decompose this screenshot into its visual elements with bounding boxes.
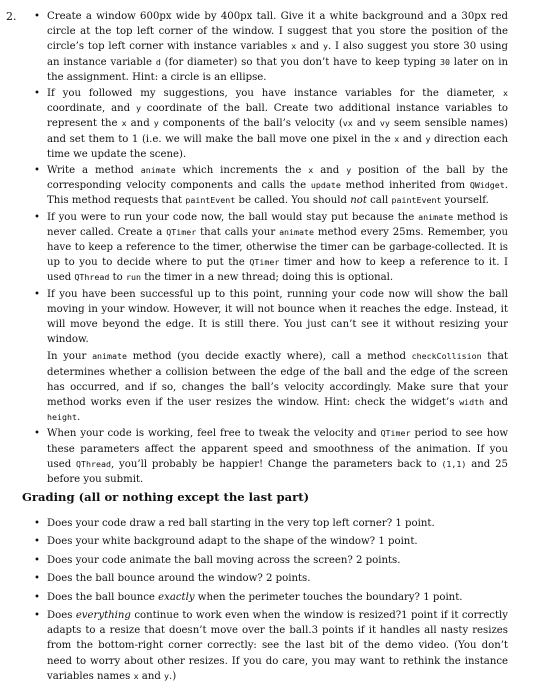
grading-item — [34, 516, 508, 531]
code-token: animate — [279, 226, 315, 237]
body-text: . — [76, 412, 81, 424]
body-text: and — [484, 397, 508, 409]
code-token: width — [459, 397, 485, 408]
code-token: height — [47, 412, 77, 423]
code-token: paintEvent — [391, 195, 442, 206]
body-text: 3 points if it handles all nasty resizes from the bottom-right corner correctly: see the last bit of the demo video. (You don’t need to worry about other resizes. If you do care, you may want to rethink the instance variables names — [47, 625, 508, 682]
code-token: update — [310, 180, 341, 191]
body-text: coordinate, and — [47, 103, 136, 115]
body-text: and — [126, 118, 154, 130]
instruction-item — [34, 287, 508, 426]
code-token: run — [126, 272, 141, 283]
emphasis-text: exactly — [158, 591, 195, 603]
body-text: timer and how to keep a reference to it. I used — [47, 257, 508, 284]
bullet-marker: • — [34, 609, 40, 621]
code-token: QTimer — [249, 257, 280, 268]
body-text: and — [399, 133, 426, 145]
code-token: y — [164, 670, 170, 681]
instruction-item — [34, 426, 508, 487]
code-token: QWidget — [469, 180, 505, 191]
body-text: . This method requests that — [47, 180, 508, 207]
bullet-marker: • — [34, 428, 40, 440]
body-text: later on in the assignment. Hint: a circle is an ellipse. — [47, 56, 508, 83]
body-text: 1 point if it correctly adapts to a resize that doesn’t move over the ball. — [47, 609, 509, 637]
body-text: position of the ball by the corresponding velocity components and calls the — [47, 165, 508, 192]
body-text: coordinate of the ball. Create two additional instance variables to represent the — [47, 103, 508, 130]
body-text: yourself. — [441, 195, 489, 207]
code-token: animate — [418, 211, 454, 222]
instruction-item — [34, 210, 508, 286]
body-text: If you followed my suggestions, you have instance variables for the diameter, — [47, 88, 503, 100]
body-text: . I also suggest you store 30 using an instance variable — [47, 41, 509, 68]
instruction-list — [34, 9, 508, 488]
item-number: 2. — [6, 10, 17, 23]
code-token: QThread — [74, 272, 110, 283]
body-text: seem sensible names) and set them to 1 (i.e. we will make the ball move one pixel in the — [47, 118, 508, 145]
bullet-marker: • — [34, 554, 40, 566]
code-token: 30 — [439, 56, 450, 67]
body-text: Does your white background adapt to the shape of the window? 1 point. — [47, 536, 418, 548]
instruction-item — [34, 9, 508, 85]
body-text: Does your code animate the ball moving across the screen? 2 points. — [47, 554, 401, 566]
bullet-marker: • — [34, 211, 40, 223]
body-text: Does — [47, 609, 76, 621]
body-text: .) — [169, 670, 177, 682]
code-token: x — [121, 118, 127, 129]
code-token: y — [425, 133, 431, 144]
body-text: continue to work even when the window is resized? — [130, 609, 402, 621]
instruction-item — [34, 86, 508, 162]
body-text: If you have been successful up to this point, running your code now will show the ball moving in your window. However, it will not bounce when it reaches the edge. Instead, it will move beyond the edge. It is still there. You just can’t see it without resizing your window. — [47, 288, 508, 346]
code-token: (1,1) — [441, 458, 467, 469]
code-token: x — [291, 41, 297, 52]
body-text: method inherited from — [340, 180, 470, 192]
body-text: the timer in a new thread; doing this is optional. — [141, 272, 394, 284]
body-text: be called. You should — [235, 195, 351, 207]
grading-heading: Grading (all or nothing except the last part) — [22, 490, 310, 504]
bullet-marker: • — [34, 591, 40, 603]
body-text: that calls your — [196, 226, 280, 238]
grading-item — [34, 571, 508, 586]
code-token: animate — [140, 165, 176, 176]
body-text: and — [138, 670, 165, 682]
body-text: (for diameter) so that you don’t have to keep typing — [160, 56, 440, 68]
grading-item — [34, 553, 508, 568]
body-text: direction each time we update the scene). — [47, 133, 508, 160]
code-token: d — [155, 56, 161, 67]
code-token: animate — [92, 351, 128, 362]
code-token: x — [503, 88, 508, 99]
code-token: x — [394, 133, 400, 144]
code-token: x — [133, 670, 139, 681]
bullet-marker: • — [34, 11, 40, 22]
code-token: QTimer — [166, 226, 197, 237]
bullet-marker: • — [34, 165, 40, 177]
body-text: If you were to run your code now, the ball would stay put because the — [47, 211, 419, 223]
body-text: In your — [47, 351, 93, 363]
body-text: Does the ball bounce around the window? 2 points. — [47, 573, 311, 585]
bullet-marker: • — [34, 536, 40, 548]
body-text: , you’ll probably be happier! Change the parameters back to — [110, 458, 442, 470]
grading-list — [34, 516, 508, 687]
code-token: paintEvent — [185, 195, 236, 206]
body-text: method (you decide exactly where), call a method — [127, 351, 412, 363]
body-text: Write a method — [47, 165, 141, 177]
instruction-item — [34, 163, 508, 209]
body-text: Does your code draw a red ball starting in the very top left corner? 1 point. — [47, 518, 435, 529]
body-text: which increments the — [175, 165, 309, 177]
bullet-marker: • — [34, 288, 40, 300]
body-text: and — [296, 41, 323, 53]
paragraph-continuation — [47, 349, 508, 425]
code-token: y — [322, 41, 328, 52]
body-text: Create a window 600px wide by 400px tall. Give it a white background and a 30px red circle at the top left corner of the window. I suggest that you store the position of the circle’s top left corner with instance variables — [47, 11, 508, 53]
code-token: QThread — [76, 458, 111, 469]
bullet-marker: • — [34, 573, 40, 585]
body-text: method is never called. Create a — [47, 211, 508, 238]
body-text: Does the ball bounce — [47, 591, 159, 603]
grading-item — [34, 608, 508, 684]
emphasis-text: everything — [75, 609, 131, 621]
code-token: vx — [342, 118, 353, 129]
emphasis-text: not — [350, 195, 367, 207]
body-text: that determines whether a collision between the edge of the ball and the edge of the screen has occurred, and if so, changes the ball’s velocity accordingly. Make sure that your method works even if the user resizes the window. Hint: check the widget’s — [47, 351, 508, 409]
code-token: vy — [379, 118, 390, 129]
body-text: method every 25ms. Remember, you have to keep a reference to the timer, otherwise the timer can be garbage-collected. It is up to you to decide where to put the — [47, 226, 508, 269]
body-text: and — [313, 165, 347, 177]
code-token: y — [135, 103, 141, 114]
body-text: to — [109, 272, 126, 284]
code-token: QTimer — [380, 428, 411, 439]
body-text: and 25 before you submit. — [47, 458, 508, 486]
code-token: x — [308, 165, 314, 176]
grading-item — [34, 590, 508, 605]
body-text: call — [366, 195, 392, 207]
grading-item — [34, 534, 508, 549]
code-token: checkCollision — [411, 351, 482, 362]
code-token: y — [346, 165, 352, 176]
body-text: and — [352, 118, 380, 130]
bullet-marker: • — [34, 518, 40, 529]
body-text: components of the ball’s velocity ( — [158, 118, 343, 130]
body-text: When your code is working, feel free to tweak the velocity and — [47, 428, 381, 440]
code-token: y — [153, 118, 159, 129]
body-text: period to see how these parameters affect the apparent speed and smoothness of the animation. If you used — [47, 428, 509, 470]
bullet-marker: • — [34, 88, 40, 100]
body-text: when the perimeter touches the boundary? 1 point. — [194, 591, 463, 603]
